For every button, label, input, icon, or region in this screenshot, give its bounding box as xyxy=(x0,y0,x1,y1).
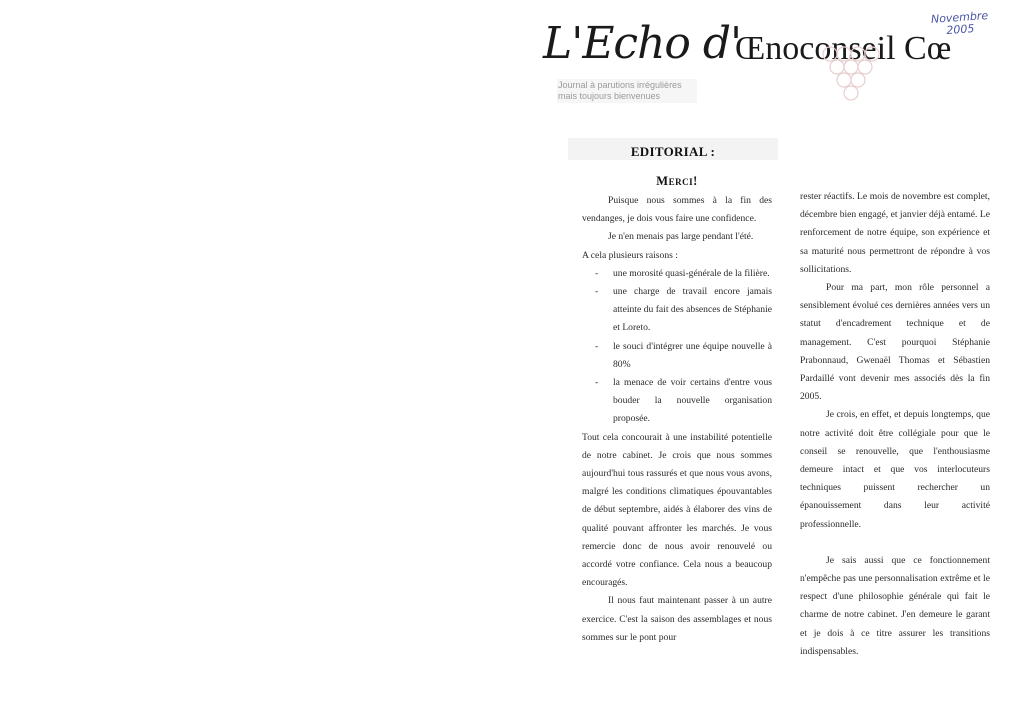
list-item-text: une morosité quasi-générale de la filière. xyxy=(613,267,770,279)
paragraph: rester réactifs. Le mois de novembre est complet, décembre bien engagé, et janvier déjà entamé. Le renforcement de notre équipe, son expérience et sa maturité nous permettront de répondre à vos sollicitations. xyxy=(800,191,990,275)
paragraph: Tout cela concourait à une instabilité potentielle de notre cabinet. Je crois que nous sommes aujourd'hui tous rassurés et que nous vous avons, malgré les conditions climatiques épouvantables de début septembre, aidés à élaborer des vins de qualité pouvant affronter les marchés. Je vous remercie donc de nous avoir renouvelé ou accordé votre confiance. Cela nous a beaucoup encouragés. xyxy=(582,431,772,589)
list-item: - le souci d'intégrer une équipe nouvelle à 80% xyxy=(595,340,772,370)
masthead-name: Œnoconseil Cœ xyxy=(735,30,952,67)
paragraph: Je n'en menais pas large pendant l'été. xyxy=(608,231,754,243)
article-title: Merci! xyxy=(656,174,698,188)
paragraph: Il nous faut maintenant passer à un autre exercice. C'est la saison des assemblages et nous sommes sur le pont pour xyxy=(582,595,772,643)
masthead-title: L'Echo d' xyxy=(543,18,742,69)
list-item: - la menace de voir certains d'entre vous bouder la nouvelle organisation proposée. xyxy=(595,377,772,425)
tagline-line-2: mais toujours bienvenues xyxy=(558,91,661,101)
reasons-list xyxy=(582,265,772,429)
grapes-watermark-icon xyxy=(810,40,890,110)
tagline xyxy=(558,80,698,102)
handwritten-month: Novembre xyxy=(930,9,989,26)
list-item: - une charge de travail encore jamais atteinte du fait des absences de Stéphanie et Loreto. xyxy=(595,286,772,334)
tagline-line-1: Journal à parutions irrégulières xyxy=(558,80,682,90)
column-right xyxy=(800,188,990,661)
list-item-text: la menace de voir certains d'entre vous bouder la nouvelle organisation proposée. xyxy=(613,377,772,425)
paragraph: A cela plusieurs raisons : xyxy=(582,249,678,261)
list-item-text: le souci d'intégrer une équipe nouvelle à 80% xyxy=(613,340,772,370)
section-heading: EDITORIAL : xyxy=(630,144,716,159)
handwritten-date xyxy=(929,10,991,38)
list-item-text: une charge de travail encore jamais atteinte du fait des absences de Stéphanie et Loreto. xyxy=(613,286,772,334)
spacer xyxy=(800,534,990,552)
paragraph: Pour ma part, mon rôle personnel a sensiblement évolué ces dernières années vers un statut d'encadrement technique et de management. C'est pourquoi Stéphanie Prabonnaud, Gwenaël Thomas et Sébastien Pardaillé vont devenir mes associés dès la fin 2005. xyxy=(800,282,990,403)
paragraph: Je sais aussi que ce fonctionnement n'empêche pas une personnalisation extrême et le respect d'une philosophie générale qui fait le charme de notre cabinet. J'en demeure le garant et je dois à ce titre assurer les transitions indispensables. xyxy=(800,554,990,657)
handwritten-year: 2005 xyxy=(945,22,975,37)
list-item: - une morosité quasi-générale de la filière. xyxy=(595,267,770,279)
paragraph: Je crois, en effet, et depuis longtemps, que notre activité doit être collégiale pour que le conseil se renouvelle, que l'enthousiasme demeure intact et que vos interlocuteurs techniques puissent rechercher un épanouissement dans leur activité professionnelle. xyxy=(800,409,990,530)
column-left xyxy=(582,192,772,647)
paragraph: Puisque nous sommes à la fin des vendanges, je dois vous faire une confidence. xyxy=(582,195,772,225)
